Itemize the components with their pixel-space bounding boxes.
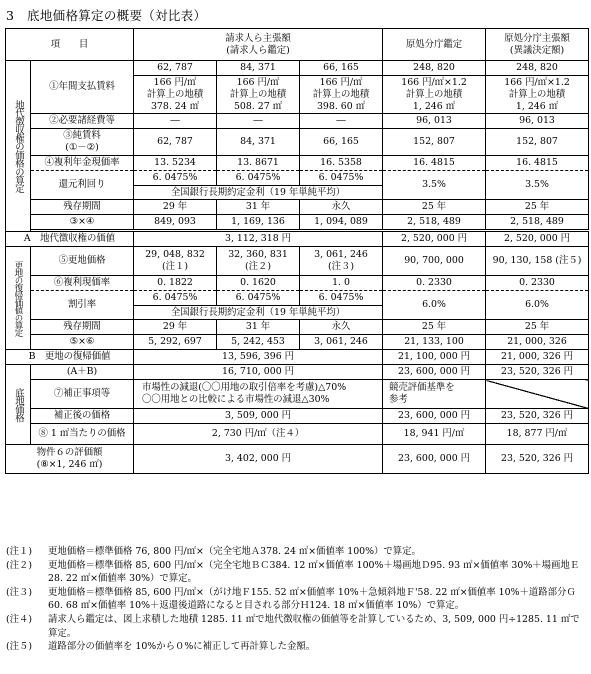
- table-row: 底地価格 (A＋B) 16, 710, 000 円 23, 600, 000 円 23, 520, 326 円: [6, 365, 589, 380]
- row-label: A 地代徴収権の価値: [6, 232, 134, 247]
- section-sokochi: 底地価格: [6, 365, 31, 445]
- row-label: 残存期間: [31, 320, 134, 335]
- rate-note: 全国銀行長期約定金利（19 年単純平均）: [134, 306, 383, 320]
- footnote: (注４) 請求人ら鑑定は、図上求積した地積 1285. 11 ㎡で地代徴収権の価値等を計算しているため、3, 509, 000 円÷1285. 11 ㎡で算定。: [6, 613, 580, 639]
- row-label: ⑦補正事項等: [31, 380, 134, 409]
- row-label: ⑥複利現価率: [31, 276, 134, 291]
- empty-slash-cell: [486, 380, 589, 409]
- footnotes: [6, 545, 588, 654]
- row-label: 残存期間: [31, 200, 134, 215]
- page-title: 3 底地価格算定の概要（対比表）: [6, 8, 207, 23]
- table-row: ②必要諸経費等 ― ― ― 96, 013 96, 013: [6, 114, 589, 129]
- table-row: ⑤×⑥ 5, 292, 697 5, 242, 453 3, 061, 246 21, 133, 100 21, 000, 326: [6, 335, 589, 350]
- rate-note: 全国銀行長期約定金利（19 年単純平均）: [134, 186, 383, 200]
- table-row: ⑦補正事項等 市場性の減退(〇〇用地の取引倍率を考慮)△70% 〇〇用地との比較による市場性の減退△30% 競売評価基準を 参考: [6, 380, 589, 409]
- row-label: ②必要諸経費等: [31, 114, 134, 129]
- row-label: 物件６の評価額 (⑧×1, 246 ㎡): [6, 445, 134, 474]
- comparison-table: [5, 28, 589, 474]
- table-row: ⑧ 1 ㎡当たりの価格 2, 730 円/㎡（注４） 18, 941 円/㎡ 18, 877 円/㎡: [6, 424, 589, 445]
- table-row: ③×④ 849, 093 1, 169, 136 1, 094, 089 2, 518, 489 2, 518, 489: [6, 215, 589, 230]
- footnote: (注２) 更地価格＝標準価格 85, 600 円/㎡×（完全宅地ＢＣ384. 12 ㎡×価値率 100%＋場画地Ｄ95. 93 ㎡×価値率 30%＋場画地Ｅ28. 22 ㎡×価値率 30%）で算定。: [6, 559, 580, 585]
- row-label: 割引率: [31, 291, 134, 320]
- table-row: 残存期間 29 年 31 年 永久 25 年 25 年: [6, 200, 589, 215]
- row-label: ⑧ 1 ㎡当たりの価格: [31, 424, 134, 445]
- row-label: ⑤更地価格: [31, 247, 134, 276]
- table-row: A 地代徴収権の価値 3, 112, 318 円 2, 520, 000 円 2, 520, 000 円: [6, 232, 589, 247]
- table-row: 166 円/㎡ 計算上の地積 378. 24 ㎡ 166 円/㎡ 計算上の地積 508. 27 ㎡ 166 円/㎡ 計算上の地積 398. 60 ㎡ 166 円/㎡×1.2 計算上の地積 1, 246 ㎡ 166 円/㎡×1.2 計算上の地積 1, 246 ㎡: [6, 76, 589, 114]
- row-label: B 更地の復帰価値: [6, 350, 134, 365]
- row-label: ①年間支払賃料: [31, 61, 134, 114]
- row-label: ③純賃料 (①－②): [31, 129, 134, 156]
- header-claim: 請求人ら主張額 (請求人ら鑑定): [134, 29, 383, 61]
- table-row: 物件６の評価額 (⑧×1, 246 ㎡) 3, 402, 000 円 23, 600, 000 円 23, 520, 326 円: [6, 445, 589, 474]
- table-header-row: [6, 29, 589, 61]
- section-sarachi: 更地の復帰価値の算定: [6, 247, 31, 350]
- table-row: 地代徴収権の価格の算定 ①年間支払賃料 62, 787 84, 371 66, 165 248, 820 248, 820: [6, 61, 589, 76]
- footnote: (注１) 更地価格＝標準価格 76, 800 円/㎡×（完全宅地Ａ378. 24 ㎡×価値率 100%）で算定。: [6, 546, 421, 557]
- section-chidai: 地代徴収権の価格の算定: [6, 61, 31, 232]
- row-label: 還元利回り: [31, 171, 134, 200]
- table-row: 残存期間 29 年 31 年 永久 25 年 25 年: [6, 320, 589, 335]
- row-label: (A＋B): [31, 365, 134, 380]
- table-row: ⑥複利現価率 0. 1822 0. 1620 1. 0 0. 2330 0. 2330: [6, 276, 589, 291]
- header-item: 項 目: [6, 29, 134, 61]
- footnote: (注５) 道路部分の価値率を 10%から０%に補正して再計算した金額。: [6, 641, 316, 653]
- header-office-claim: 原処分庁主張額 (異議決定額): [486, 29, 589, 61]
- table-row: ④複利年金現価率 13. 5234 13. 8671 16. 5358 16. 4815 16. 4815: [6, 156, 589, 171]
- table-row: 還元利回り 6. 0475% 6. 0475% 6. 0475% 3.5% 3.5%: [6, 171, 589, 186]
- table-row: ③純賃料 (①－②) 62, 787 84, 371 66, 165 152, 807 152, 807: [6, 129, 589, 156]
- row-label: ③×④: [31, 215, 134, 230]
- footnote: (注３) 更地価格＝標準価格 85, 600 円/㎡×（がけ地Ｆ155. 52 ㎡×価値率 10%＋急傾斜地Ｆ'58. 22 ㎡×価値率 10%＋道路部分Ｇ60. 68 ㎡×価値率 10%＋返還後道路になると目される部分Ｈ124. 18 ㎡×価値率 10%）で算定。: [6, 586, 576, 612]
- row-label: ④複利年金現価率: [31, 156, 134, 171]
- row-label: 補正後の価格: [31, 409, 134, 424]
- table-row: B 更地の復帰価値 13, 596, 396 円 21, 100, 000 円 21, 000, 326 円: [6, 350, 589, 365]
- table-row: 割引率 6. 0475% 6. 0475% 6. 0475% 6.0% 6.0%: [6, 291, 589, 306]
- row-label: ⑤×⑥: [31, 335, 134, 350]
- header-office: 原処分庁鑑定: [383, 29, 486, 61]
- table-row: 補正後の価格 3, 509, 000 円 23, 600, 000 円 23, 520, 326 円: [6, 409, 589, 424]
- table-row: 更地の復帰価値の算定 ⑤更地価格 29, 048, 832 (注１) 32, 360, 831 (注２) 3, 061, 246 (注３) 90, 700, 000 90, 130, 158 (注５): [6, 247, 589, 276]
